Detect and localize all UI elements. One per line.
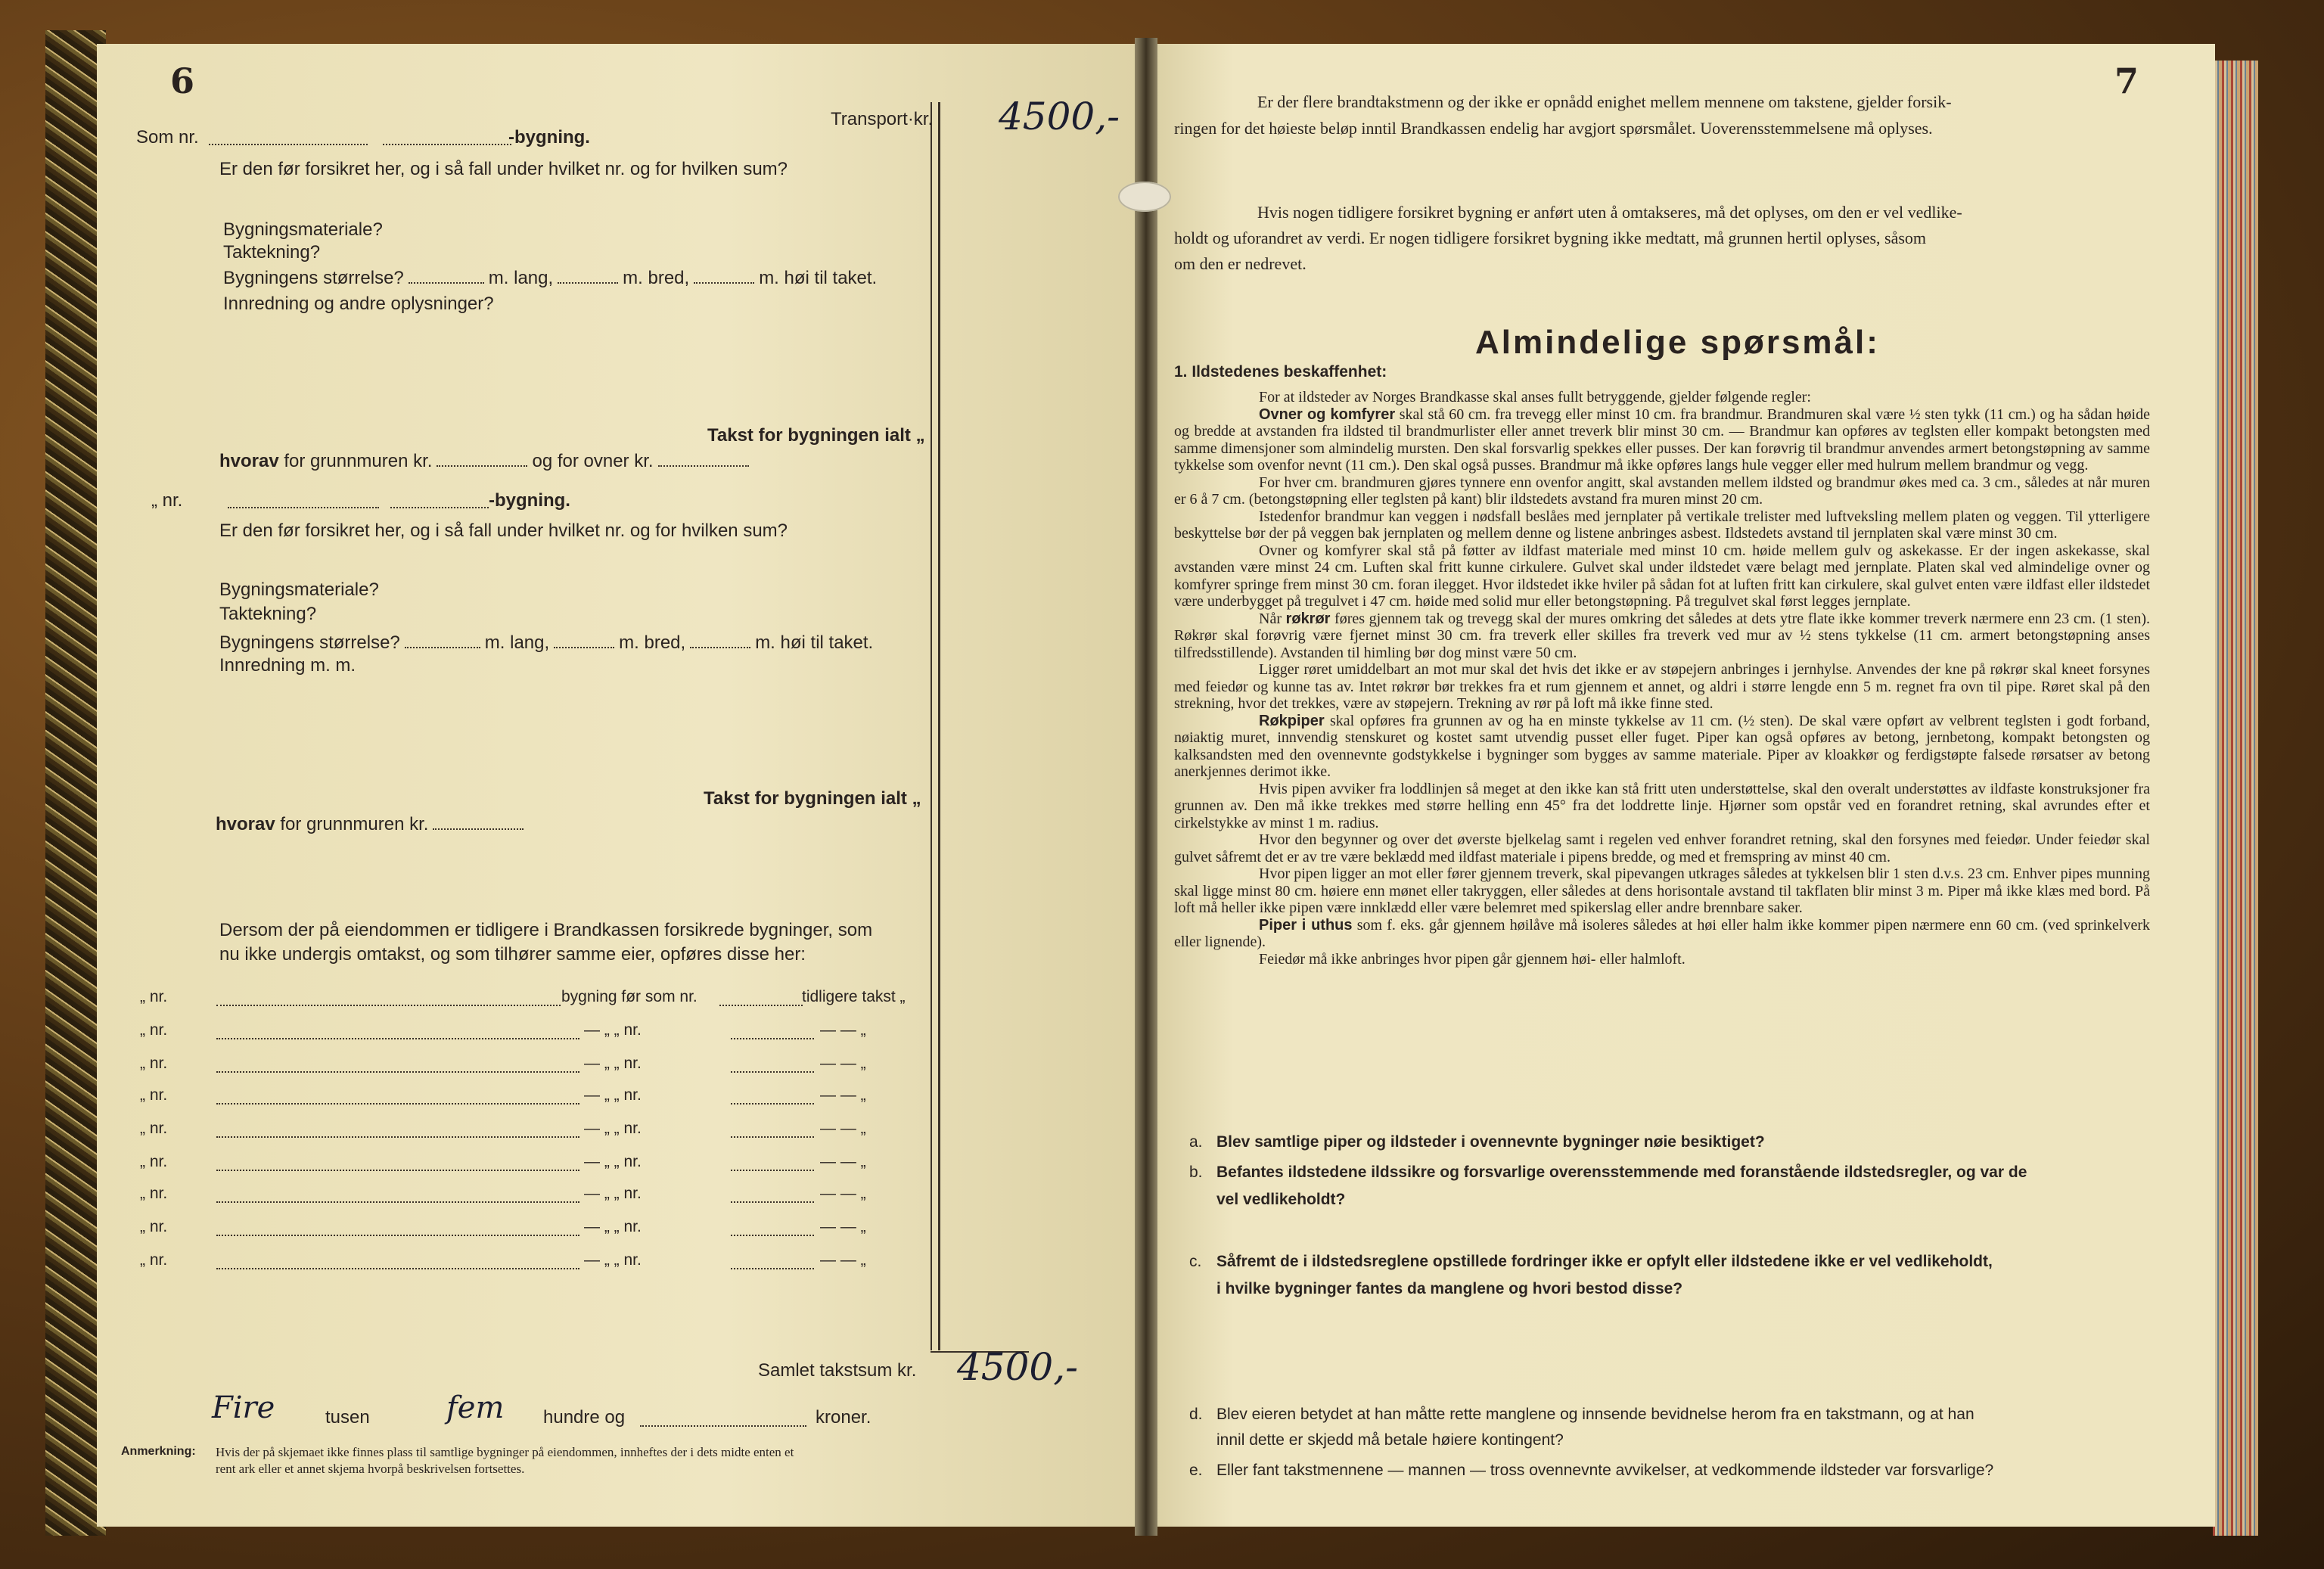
row-building-field[interactable]: [216, 1038, 579, 1039]
row-ditto-nr: — „ „ nr.: [584, 1153, 642, 1170]
anmerkning-line-2: rent ark eller et annet skjema hvorpå beskrivelsen fortsettes.: [216, 1462, 525, 1476]
rule-p2: [1174, 406, 2150, 474]
rule-p6-pre: Når: [1259, 610, 1286, 627]
row-nr-label: „ nr.: [140, 1185, 168, 1202]
row-nr-label: „ nr.: [140, 1218, 168, 1235]
question-b-label: b.: [1189, 1164, 1203, 1181]
question-c-line-1: Såfremt de i ildstedsreglene opstillede fordringer ikke er opfylt eller ildstedene ikke er vel vedlikeholdt,: [1216, 1253, 1993, 1270]
previous-building-row: [0, 1185, 983, 1212]
rule-p13: Feiedør må ikke anbringes hvor pipen går gjennem høi- eller halmloft.: [1259, 950, 1686, 968]
previous-building-row: [0, 1153, 983, 1180]
page-number-right: 7: [2114, 61, 2139, 101]
handwritten-fire: Fire: [212, 1390, 275, 1425]
row-building-field[interactable]: [216, 1235, 579, 1236]
rule-p2-heading: Ovner og komfyrer: [1259, 405, 1396, 423]
row-prev-nr-field[interactable]: [731, 1235, 814, 1236]
rule-p5: Ovner og komfyrer skal stå på føtter av ildfast materiale med minst 10 cm. høide mellem gulv og askekasse. Er der ingen askekasse, skal avstanden være minst 24 cm. Luften skal fritt kunne cirkulere. Gulvet skal under ildstedet være belagt med jernplate. Platen skal ved almindelige ovner og komfyrer springe frem minst 30 cm. foran ilegget. Hvor ildstedet ikke hviler på sådan fot at luften fritt kan cirkulere, skal gulvet enten være ildfast eller ildstedet være underbygget på tregulvet i 47 cm. høide med solid mur eller betongstøpning. På tregulvet skal først legges jernplate.: [1174, 542, 2150, 610]
grunnmuren-field-1[interactable]: [437, 465, 527, 467]
previous-building-row: [0, 1218, 983, 1245]
row-ditto-nr: — „ „ nr.: [584, 1086, 642, 1104]
previous-building-row: [0, 1021, 983, 1049]
som-nr-field[interactable]: [209, 144, 368, 145]
dersom-line-1: Dersom der på eiendommen er tidligere i Brandkassen forsikrede bygninger, som: [219, 920, 873, 940]
rule-p1: For at ildsteder av Norges Brandkasse skal anses fullt betryggende, gjelder følgende regler:: [1259, 389, 1811, 405]
rule-p12: [1174, 917, 2150, 951]
row-nr-label: „ nr.: [140, 1055, 168, 1072]
intro-line-1: Er der flere brandtakstmenn og der ikke er opnådd enighet mellem mennene om takstene, gjelder forsik-: [1257, 92, 1952, 111]
bygningsmateriale-2: Bygningsmateriale?: [219, 579, 379, 600]
anmerkning-label: Anmerkning:: [121, 1445, 196, 1458]
row-building-field[interactable]: [216, 1103, 579, 1105]
rule-p11: Hvor pipen ligger an mot eller fører gjennem treverk, skal pipevangen utkrages således at tykkelsen blir 1 sten d.v.s. 23 cm. Enhver pipes munning skal ligge minst 80 cm. høiere enn mønet eller takryggen, eller således at dens horisontale avstand til takflaten blir minst 3 m. Piper må ikke klæs med bord. På loft må heller ikke pipen være innklædd eller være belemret med spikerslag eller andre brennbare saker.: [1174, 865, 2150, 916]
row-nr-label: „ nr.: [140, 1251, 168, 1269]
marbled-edge-right: [2213, 61, 2258, 1536]
row-nr-label: „ nr.: [140, 988, 168, 1005]
intro2-line-1: Hvis nogen tidligere forsikret bygning er anført uten å omtakseres, må det oplyses, om den er vel vedlike-: [1257, 203, 1962, 222]
takst-label-2: [704, 788, 921, 809]
width-unit-2: m. bred,: [619, 632, 686, 653]
takst-2-text: Takst for bygningen ialt „: [704, 788, 921, 809]
storrelse-2-label: Bygningens størrelse?: [219, 632, 400, 653]
bygning1-type-field[interactable]: [383, 144, 511, 145]
question-c-line-2: i hvilke bygninger fantes da manglene og hvori bestod disse?: [1216, 1280, 1683, 1297]
rule-p6-heading: røkrør: [1285, 610, 1331, 627]
hvorav-2: hvorav: [216, 814, 275, 834]
rules-text: [1174, 389, 2150, 968]
height-field-1[interactable]: [694, 282, 754, 284]
binding-thread: [1118, 182, 1171, 212]
row-ditto-takst: — — „: [820, 1218, 866, 1235]
section-heading: Almindelige spørsmål:: [1475, 324, 1880, 361]
row-building-field[interactable]: [216, 1201, 579, 1203]
height-field-2[interactable]: [690, 647, 750, 648]
previous-building-row: [0, 988, 983, 1015]
question-a: Blev samtlige piper og ildsteder i ovennevnte bygninger nøie besiktiget?: [1216, 1133, 1765, 1151]
handwritten-fem: fem: [446, 1390, 505, 1425]
grunnmuren-field-2[interactable]: [433, 828, 524, 830]
row-ditto-nr: — „ „ nr.: [584, 1251, 642, 1269]
width-field-1[interactable]: [558, 282, 618, 284]
innredning-2: Innredning m. m.: [219, 655, 356, 676]
rule-p4: Istedenfor brandmur kan veggen i nødsfall beslåes med jernplater på vertikale trelister med luftveksling mellem platen og veggen. Til ytterligere beskyttelse bør der på veggen bak jernplaten og mellem denne og listene anbringes asbest. Ildstedets avstand til jernplaten skal være minst 30 cm.: [1174, 508, 2150, 542]
innredning-1: Innredning og andre oplysninger?: [223, 294, 494, 314]
grunnmuren-1: for grunnmuren kr.: [284, 451, 433, 471]
bygning2-label: -bygning.: [489, 490, 570, 511]
hvorav-row-2: [216, 814, 528, 835]
row-prev-nr-field[interactable]: [731, 1103, 814, 1105]
rule-p8: [1174, 713, 2150, 781]
length-field-2[interactable]: [405, 647, 480, 648]
row-ditto-takst: — — „: [820, 1055, 866, 1072]
row-prev-nr-field[interactable]: [731, 1136, 814, 1138]
row-nr-label: „ nr.: [140, 1120, 168, 1137]
left-page: [97, 44, 1141, 1527]
page-number-left: 6: [170, 61, 195, 101]
rule-p12-heading: Piper i uthus: [1259, 916, 1353, 934]
height-unit-2: m. høi til taket.: [755, 632, 874, 653]
storrelse-2: [219, 632, 873, 654]
transport-amount-handwritten: 4500,-: [999, 95, 1120, 138]
row-nr-label: „ nr.: [140, 1021, 168, 1039]
question-e: Eller fant takstmennene — mannen — tross ovennevnte avvikelser, at vedkommende ildsteder var forsvarlige?: [1216, 1462, 1994, 1479]
row-prev-nr-field[interactable]: [731, 1170, 814, 1171]
row-ditto-takst: — — „: [820, 1120, 866, 1137]
storrelse-1: [223, 268, 877, 289]
row-ditto-nr: — „ „ nr.: [584, 1218, 642, 1235]
intro-line-2: ringen for det høieste beløp inntil Brandkassen endelig har avgjort spørsmålet. Uoverensstemmelsene må oplyses.: [1174, 119, 1933, 138]
samlet-amount-handwritten: 4500,-: [957, 1345, 1079, 1389]
kroner-label: kroner.: [816, 1407, 872, 1428]
takst-1-text: Takst for bygningen ialt „: [707, 425, 925, 446]
rule-p2-text: skal stå 60 cm. fra trevegg eller minst 10 cm. fra brandmur. Brandmuren skal være ½ sten tykk (11 cm.) og ha sådan høide og bredde at avstanden fra ildsted til brandmurlister eller annet treverk blir minst 30 cm. — Brandmur kan opføres av teglsten eller kompakt betongsten med samme dimensjoner som almindelig mursten. Den skal forsvarlig spekkes eller pusses. Der kan forøvrig til brandmur anvendes armert betongstøpning av samme tykkelse som ovenfor nevnt (11 cm.). Den skal også pusses. Brandmur må ikke opføres langs hule vegger eller med hulrum mellem brandmur og vegg.: [1174, 405, 2150, 474]
row-ditto-takst: — — „: [820, 1086, 866, 1104]
previous-building-row: [0, 1086, 983, 1114]
taktekning-1: Taktekning?: [223, 242, 321, 263]
row-prev-nr-field[interactable]: [731, 1071, 814, 1073]
rule-p8-text: skal opføres fra grunnen av og ha en minste tykkelse av 11 cm. (½ sten). De skal være opført av velbrent teglsten i godt forband, nøiaktig muret, innvendig stenskuret og kostet samt utvendig pusset eller fuget. Piper kan også opføres av betong, jernbetong, kompakt betongsten og kalksandsten med den ovennevnte godstykkelse i bygninger som bygges av samme materiale. Piper av kloakkør og ferdigstøpte falsede rørsatser av betong anerkjennes derimot ikke.: [1174, 712, 2150, 780]
length-field-1[interactable]: [409, 282, 484, 284]
rule-p7: Ligger røret umiddelbart an mot mur skal det hvis det ikke er av støpejern anbringes i jernhylse. Anvendes der kne på røkrør skal kneet forsynes med feiedør og kunne tas av. Intet røkrør bør trekkes fra et rum gjennem et annet, og aldri i større lengde enn 5 m. regnet fra ovn til pipe. Røret skal på den strekning, hvor det trekkes, være av støpejern. Trekning av rør på loft må ikke finne sted.: [1174, 661, 2150, 712]
question-b-line-1: Befantes ildstedene ildssikre og forsvarlige overensstemmende med foranstående ildstedsregler, og var de: [1216, 1164, 2027, 1181]
length-unit-2: m. lang,: [484, 632, 550, 653]
width-unit-1: m. bred,: [623, 268, 690, 288]
intro2-line-3: om den er nedrevet.: [1174, 254, 1306, 273]
question-d-line-2: innil dette er skjedd må betale høiere kontingent?: [1216, 1431, 1564, 1449]
width-field-2[interactable]: [554, 647, 614, 648]
question-b-line-2: vel vedlikeholdt?: [1216, 1191, 1346, 1208]
rule-p6: [1174, 611, 2150, 662]
row-prev-nr-field[interactable]: [731, 1038, 814, 1039]
row-ditto-takst: — — „: [820, 1021, 866, 1039]
question-e-label: e.: [1189, 1462, 1203, 1479]
row-building-field[interactable]: [216, 1136, 579, 1138]
rule-p10: Hvor den begynner og over det øverste bjelkelag samt i regelen ved enhver forandret retning, skal den forsynes med feiedør. Under feiedør skal gulvet såfremt det er av tre være beklædd med ildfast materiale i pipens bredde, og med et fremspring av minst 40 cm.: [1174, 831, 2150, 865]
samlet-label: Samlet takstsum kr.: [758, 1360, 917, 1381]
ovner-1: og for ovner kr.: [532, 451, 654, 471]
ovner-field-1[interactable]: [658, 465, 749, 467]
rule-p9: Hvis pipen avviker fra loddlinjen så meget at den ikke kan stå fritt uten understøttelse, skal den overalt understøttes av ildfaste konstruksjoner fra grunnen av. Den må ikke trekkes med større helling enn 45° fra det loddrette linje. Hjørner som opstår ved en forandret retning, skal avrundes efter et cirkelstykke av minst 1 m. radius.: [1174, 780, 2150, 831]
row-ditto-nr: — „ „ nr.: [584, 1055, 642, 1072]
length-unit-1: m. lang,: [488, 268, 554, 288]
rule-p8-heading: Røkpiper: [1259, 712, 1325, 729]
row-bygning-for-som-nr: bygning før som nr.: [561, 988, 698, 1005]
nr-field-2[interactable]: [228, 507, 379, 508]
rule-p12-text: som f. eks. går gjennem høilåve må isoleres således at høi eller halm ikke kommer pipen nærmere enn 60 cm. (ved sprinkelverk eller lignende).: [1174, 916, 2150, 950]
question-a-label: a.: [1189, 1133, 1203, 1151]
question-c-label: c.: [1189, 1253, 1202, 1270]
row-building-field[interactable]: [216, 1170, 579, 1171]
tusen-label: tusen: [325, 1407, 370, 1428]
question-forsikret-2: Er den før forsikret her, og i så fall under hvilket nr. og for hvilken sum?: [219, 520, 788, 541]
nr-label-2: „ nr.: [151, 490, 183, 511]
row-prev-nr-field[interactable]: [731, 1268, 814, 1269]
row-ditto-takst: — — „: [820, 1251, 866, 1269]
rule-p6-text: føres gjennem tak og trevegg skal der mures omkring det således at dets ytre flate ikke kommer treverk nærmere enn 23 cm. (1 sten). Røkrør skal forøvrig være fjernet minst 30 cm. fra treverk eller skilles fra treverk ved mur av ½ stens tykkelse (11 cm. armert betongstøpning anses tilfredsstillende). Avstanden til himling bør dog minst være 50 cm.: [1174, 610, 2150, 661]
question-d-line-1: Blev eieren betydet at han måtte rette manglene og innsende bevidnelse herom fra en takstmann, og at han: [1216, 1406, 1974, 1423]
bygningsmateriale-1: Bygningsmateriale?: [223, 219, 383, 240]
section-1-title: 1. Ildstedenes beskaffenhet:: [1174, 363, 1387, 381]
intro2-line-2: holdt og uforandret av verdi. Er nogen tidligere forsikret bygning ikke medtatt, må grunnen hertil oplyses, såsom: [1174, 228, 1927, 247]
row-prev-nr-field[interactable]: [719, 1005, 803, 1006]
hvorav-row-1: [219, 451, 753, 472]
takst-label-1: [707, 425, 925, 446]
question-forsikret-1: Er den før forsikret her, og i så fall under hvilket nr. og for hvilken sum?: [219, 159, 788, 179]
dersom-line-2: nu ikke undergis omtakst, og som tilhører samme eier, opføres disse her:: [219, 944, 806, 965]
row-ditto-takst: — — „: [820, 1185, 866, 1202]
row-tidligere-takst: tidligere takst „: [802, 988, 906, 1005]
previous-building-row: [0, 1120, 983, 1147]
row-ditto-nr: — „ „ nr.: [584, 1185, 642, 1202]
storrelse-1-label: Bygningens størrelse?: [223, 268, 404, 288]
row-building-field[interactable]: [216, 1268, 579, 1269]
row-building-field[interactable]: [216, 1005, 561, 1006]
rule-p3: For hver cm. brandmuren gjøres tynnere enn ovenfor angitt, skal avstanden mellem ildsted og brandmur økes med ca. 3 cm., således at når muren er 6 å 7 cm. (betongstøpning eller teglsten på kant) blir ildstedets avstand fra muren minst 20 cm.: [1174, 474, 2150, 508]
question-d-label: d.: [1189, 1406, 1203, 1423]
grunnmuren-2: for grunnmuren kr.: [280, 814, 429, 834]
row-nr-label: „ nr.: [140, 1153, 168, 1170]
book-spine: [1135, 38, 1157, 1536]
som-nr-label: Som nr.: [136, 127, 199, 148]
row-ditto-nr: — „ „ nr.: [584, 1120, 642, 1137]
row-ditto-takst: — — „: [820, 1153, 866, 1170]
bygning2-type-field[interactable]: [390, 507, 489, 508]
row-ditto-nr: — „ „ nr.: [584, 1021, 642, 1039]
row-prev-nr-field[interactable]: [731, 1201, 814, 1203]
transport-label: Transport·kr.: [831, 109, 934, 129]
previous-building-row: [0, 1251, 983, 1279]
previous-building-row: [0, 1055, 983, 1082]
hundre-og-label: hundre og: [543, 1407, 626, 1428]
anmerkning-line-1: Hvis der på skjemaet ikke finnes plass til samtlige bygninger på eiendommen, innheftes der i dets midte enten et: [216, 1445, 794, 1459]
row-building-field[interactable]: [216, 1071, 579, 1073]
height-unit-1: m. høi til taket.: [759, 268, 878, 288]
taktekning-2: Taktekning?: [219, 604, 317, 624]
row-nr-label: „ nr.: [140, 1086, 168, 1104]
hvorav-1: hvorav: [219, 451, 279, 471]
bygning1-label: -bygning.: [508, 127, 590, 148]
kroner-field[interactable]: [640, 1425, 806, 1427]
